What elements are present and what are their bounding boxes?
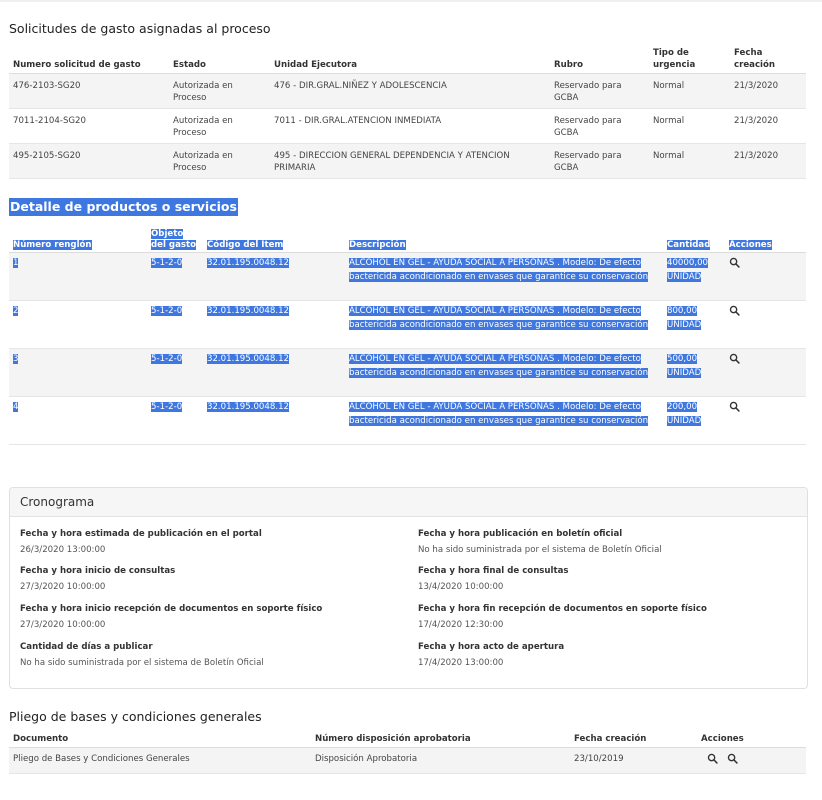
cell-rubro: Reservado para GCBA <box>550 109 649 144</box>
cell-unidad: 7011 - DIR.GRAL.ATENCION INMEDIATA <box>270 109 550 144</box>
cell-cantidad: 800,00 UNIDAD <box>663 301 725 349</box>
cell-acciones <box>725 397 806 445</box>
cell-estado: Autorizada en Proceso <box>169 74 270 109</box>
col-header-fecha: Fecha creación <box>570 731 697 748</box>
col-header-codigo: Código del Item <box>203 221 345 253</box>
search-icon[interactable] <box>729 257 740 268</box>
cell-objeto: 5-1-2-0 <box>147 301 203 349</box>
solicitudes-title: Solicitudes de gasto asignadas al proceso <box>9 21 271 36</box>
cell-cantidad: 500,00 UNIDAD <box>663 349 725 397</box>
table-row <box>9 748 806 774</box>
cell-renglon: 1 <box>9 253 147 301</box>
col-header-acciones: Acciones <box>725 221 806 253</box>
table-header-row <box>9 221 806 253</box>
cronograma-title: Cronograma <box>20 495 95 509</box>
cell-renglon: 4 <box>9 397 147 445</box>
cell-descripcion: ALCOHOL EN GEL - AYUDA SOCIAL A PERSONAS . Modelo: De efecto bactericida acondicionado en envases que garantice su conservación <box>345 349 663 397</box>
col-header-disposicion: Número disposición aprobatoria <box>311 731 570 748</box>
cell-fecha: 21/3/2020 <box>730 74 806 109</box>
cell-estado: Autorizada en Proceso <box>169 109 270 144</box>
col-header-descripcion: Descripción <box>345 221 663 253</box>
cell-fecha: 21/3/2020 <box>730 109 806 144</box>
cell-cantidad: 40000,00 UNIDAD <box>663 253 725 301</box>
col-header-numero: Numero solicitud de gasto <box>9 43 169 74</box>
table-header-row <box>9 43 806 74</box>
cell-fecha: 23/10/2019 <box>570 748 697 774</box>
col-header-rubro: Rubro <box>550 43 649 74</box>
table-row <box>9 253 806 301</box>
col-header-fecha: Fecha creación <box>730 43 806 74</box>
cell-unidad: 495 - DIRECCION GENERAL DEPENDENCIA Y ATENCION PRIMARIA <box>270 144 550 179</box>
cell-acciones <box>725 253 806 301</box>
cell-objeto: 5-1-2-0 <box>147 349 203 397</box>
cronograma-card <box>9 487 808 689</box>
cell-urgencia: Normal <box>649 109 730 144</box>
cell-numero: 7011-2104-SG20 <box>9 109 169 144</box>
cell-fecha: 21/3/2020 <box>730 144 806 179</box>
cell-codigo: 32.01.195.0048.12 <box>203 397 345 445</box>
field-dias-publicar: Cantidad de días a publicar No ha sido suministrada por el sistema de Boletín Oficial <box>20 642 264 668</box>
field-final-consultas: Fecha y hora final de consultas 13/4/2020 10:00:00 <box>418 566 569 592</box>
cell-descripcion: ALCOHOL EN GEL - AYUDA SOCIAL A PERSONAS . Modelo: De efecto bactericida acondicionado en envases que garantice su conservación <box>345 301 663 349</box>
search-icon[interactable] <box>729 353 740 364</box>
cell-unidad: 476 - DIR.GRAL.NIÑEZ Y ADOLESCENCIA <box>270 74 550 109</box>
col-header-documento: Documento <box>9 731 311 748</box>
cronograma-header <box>10 488 807 517</box>
cell-objeto: 5-1-2-0 <box>147 253 203 301</box>
top-divider <box>0 0 822 2</box>
col-header-acciones: Acciones <box>697 731 806 748</box>
cell-acciones <box>725 349 806 397</box>
cell-codigo: 32.01.195.0048.12 <box>203 253 345 301</box>
detalle-table <box>9 221 806 445</box>
detalle-title: Detalle de productos o servicios <box>10 199 237 214</box>
cell-codigo: 32.01.195.0048.12 <box>203 301 345 349</box>
cell-cantidad: 200,00 UNIDAD <box>663 397 725 445</box>
field-inicio-recepcion: Fecha y hora inicio recepción de documentos en soporte físico 27/3/2020 10:00:00 <box>20 604 323 630</box>
col-header-urgencia: Tipo de urgencia <box>649 43 730 74</box>
table-row <box>9 109 806 144</box>
field-publicacion-portal: Fecha y hora estimada de publicación en el portal 26/3/2020 13:00:00 <box>20 529 262 555</box>
field-inicio-consultas: Fecha y hora inicio de consultas 27/3/2020 10:00:00 <box>20 566 176 592</box>
solicitudes-table <box>9 43 806 179</box>
cell-acciones <box>697 748 806 774</box>
table-row <box>9 144 806 179</box>
col-header-cantidad: Cantidad <box>663 221 725 253</box>
field-acto-apertura: Fecha y hora acto de apertura 17/4/2020 13:00:00 <box>418 642 565 668</box>
cell-descripcion: ALCOHOL EN GEL - AYUDA SOCIAL A PERSONAS . Modelo: De efecto bactericida acondicionado en envases que garantice su conservación <box>345 253 663 301</box>
search-icon[interactable] <box>729 401 740 412</box>
pliego-title: Pliego de bases y condiciones generales <box>9 709 262 724</box>
table-row <box>9 301 806 349</box>
cell-renglon: 3 <box>9 349 147 397</box>
cell-urgencia: Normal <box>649 144 730 179</box>
cell-descripcion: ALCOHOL EN GEL - AYUDA SOCIAL A PERSONAS . Modelo: De efecto bactericida acondicionado en envases que garantice su conservación <box>345 397 663 445</box>
cell-urgencia: Normal <box>649 74 730 109</box>
cell-rubro: Reservado para GCBA <box>550 144 649 179</box>
cell-acciones <box>725 301 806 349</box>
pliego-table <box>9 731 806 774</box>
field-publicacion-boletin: Fecha y hora publicación en boletín oficial No ha sido suministrada por el sistema de Boletín Oficial <box>418 529 662 555</box>
col-header-objeto: Objeto del gasto <box>147 221 203 253</box>
col-header-unidad: Unidad Ejecutora <box>270 43 550 74</box>
cell-estado: Autorizada en Proceso <box>169 144 270 179</box>
table-row <box>9 397 806 445</box>
table-row <box>9 74 806 109</box>
cell-codigo: 32.01.195.0048.12 <box>203 349 345 397</box>
table-row <box>9 349 806 397</box>
cell-numero: 476-2103-SG20 <box>9 74 169 109</box>
cell-numero: 495-2105-SG20 <box>9 144 169 179</box>
search-icon[interactable] <box>707 753 718 764</box>
cell-documento: Pliego de Bases y Condiciones Generales <box>9 748 311 774</box>
field-fin-recepcion: Fecha y hora fin recepción de documentos en soporte físico 17/4/2020 12:30:00 <box>418 604 707 630</box>
search-icon[interactable] <box>727 753 738 764</box>
table-header-row <box>9 731 806 748</box>
cell-rubro: Reservado para GCBA <box>550 74 649 109</box>
cell-disposicion: Disposición Aprobatoria <box>311 748 570 774</box>
search-icon[interactable] <box>729 305 740 316</box>
cell-renglon: 2 <box>9 301 147 349</box>
col-header-renglon: Número renglón <box>9 221 147 253</box>
col-header-estado: Estado <box>169 43 270 74</box>
cell-objeto: 5-1-2-0 <box>147 397 203 445</box>
